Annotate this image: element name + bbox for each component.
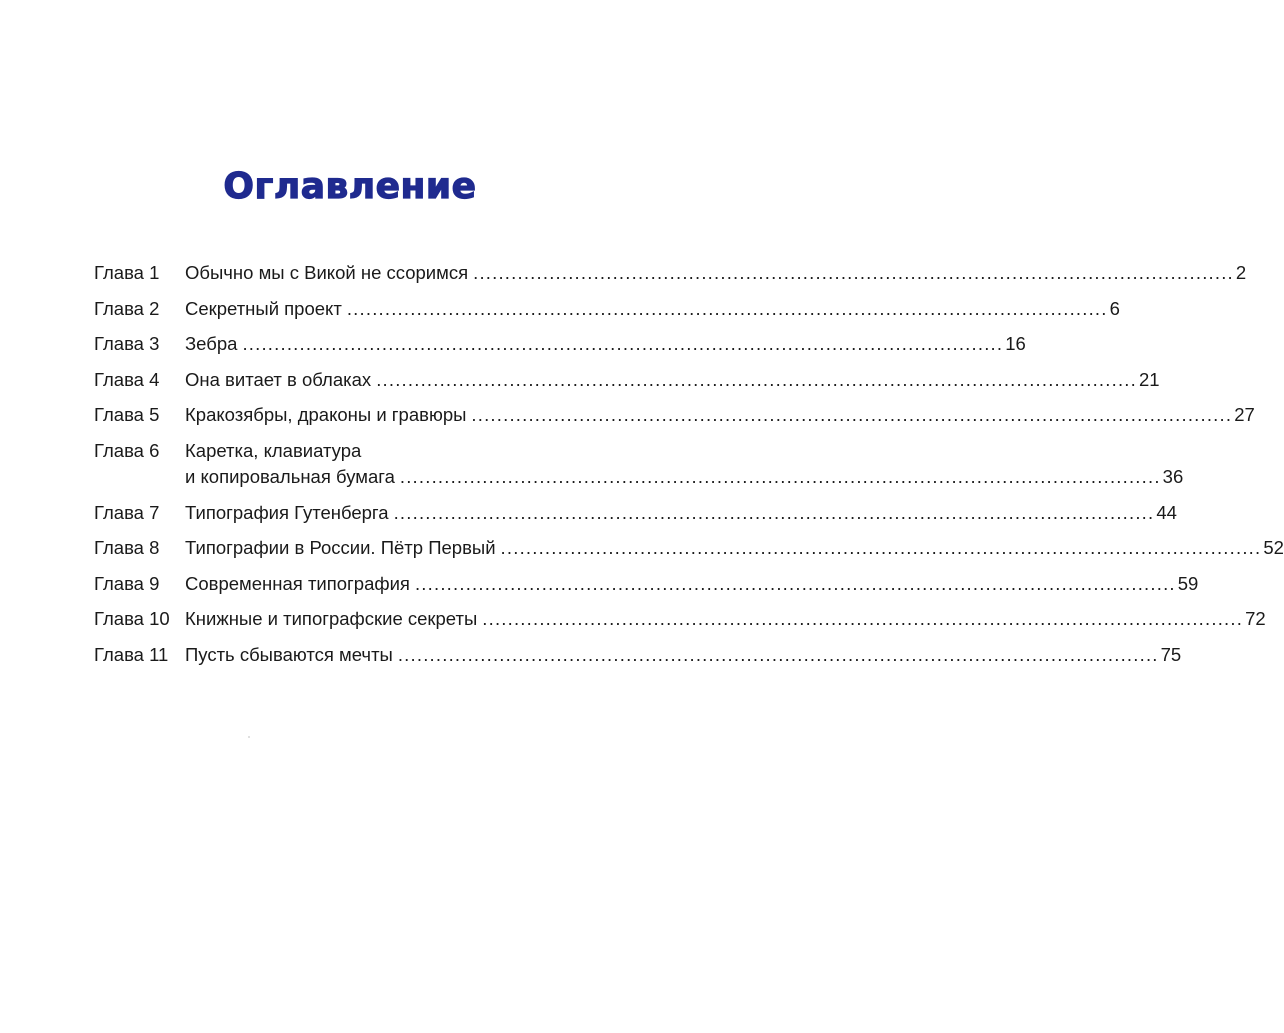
toc-chapter-label: Глава 7 bbox=[94, 501, 160, 523]
toc-page-number: 52 bbox=[1263, 537, 1284, 559]
paper-speck bbox=[248, 736, 250, 738]
dot-leader: ........................................................................................................................ bbox=[393, 501, 1155, 523]
toc-chapter-label: Глава 3 bbox=[94, 333, 160, 355]
toc-page-number: 72 bbox=[1245, 608, 1266, 630]
toc-entry-chapter-2[interactable] bbox=[94, 296, 1120, 322]
toc-page-number: 16 bbox=[1005, 333, 1026, 355]
dot-leader: ........................................................................................................................ bbox=[397, 643, 1159, 665]
toc-chapter-label: Глава 5 bbox=[94, 404, 160, 426]
toc-chapter-title: Типографии в России. Пётр Первый bbox=[185, 537, 496, 559]
toc-entry-chapter-1[interactable] bbox=[94, 260, 1247, 286]
toc-chapter-title: Пусть сбываются мечты bbox=[185, 643, 393, 665]
page-title: Оглавление bbox=[223, 166, 477, 207]
toc-entry-chapter-4[interactable] bbox=[94, 367, 1160, 393]
toc-chapter-label: Глава 10 bbox=[94, 608, 170, 630]
toc-page-number: 21 bbox=[1138, 368, 1160, 390]
toc-entry-chapter-7[interactable] bbox=[94, 500, 1177, 526]
toc-page-number: 75 bbox=[1160, 643, 1182, 665]
table-of-contents bbox=[94, 260, 1284, 678]
toc-chapter-title: и копировальная бумага bbox=[185, 465, 395, 487]
toc-entry-chapter-9[interactable] bbox=[94, 571, 1199, 597]
toc-chapter-title: Она витает в облаках bbox=[185, 368, 372, 390]
toc-entry-chapter-11[interactable] bbox=[94, 642, 1182, 668]
toc-chapter-title: Типография Гутенберга bbox=[185, 501, 389, 523]
toc-page-number: 36 bbox=[1162, 465, 1184, 487]
dot-leader: ........................................................................................................................ bbox=[376, 368, 1137, 390]
toc-chapter-label: Глава 1 bbox=[94, 262, 160, 283]
toc-page-number: 6 bbox=[1109, 297, 1120, 319]
toc-page-number: 59 bbox=[1177, 572, 1199, 594]
toc-chapter-title: Современная типография bbox=[185, 572, 410, 594]
dot-leader: ........................................................................................................................ bbox=[473, 262, 1234, 283]
dot-leader: ........................................................................................................................ bbox=[414, 572, 1176, 594]
toc-chapter-title: Книжные и типографские секреты bbox=[185, 608, 478, 630]
toc-chapter-label: Глава 6 bbox=[94, 439, 160, 461]
toc-chapter-label: Глава 8 bbox=[94, 537, 160, 559]
dot-leader: ........................................................................................................................ bbox=[242, 333, 1004, 355]
toc-chapter-label: Глава 9 bbox=[94, 572, 160, 594]
toc-chapter-label: Глава 2 bbox=[94, 297, 160, 319]
dot-leader: ........................................................................................................................ bbox=[471, 404, 1233, 426]
toc-entry-chapter-8[interactable] bbox=[94, 535, 1284, 561]
toc-chapter-label: Глава 11 bbox=[94, 643, 169, 665]
toc-page-number: 27 bbox=[1234, 404, 1255, 426]
toc-chapter-title: Секретный проект bbox=[185, 297, 342, 319]
toc-entry-chapter-3[interactable] bbox=[94, 331, 1026, 357]
dot-leader: ........................................................................................................................ bbox=[482, 608, 1244, 630]
toc-chapter-title: Обычно мы с Викой не ссоримся bbox=[185, 262, 469, 283]
toc-chapter-label: Глава 4 bbox=[94, 368, 160, 390]
toc-entry-chapter-6[interactable] bbox=[94, 438, 1184, 490]
dot-leader: ........................................................................................................................ bbox=[399, 465, 1161, 487]
toc-entry-chapter-5[interactable] bbox=[94, 402, 1255, 428]
toc-page-number: 2 bbox=[1235, 262, 1247, 283]
dot-leader: ........................................................................................................................ bbox=[346, 297, 1108, 319]
toc-page-number: 44 bbox=[1156, 501, 1177, 523]
toc-entry-chapter-10[interactable] bbox=[94, 606, 1266, 632]
toc-chapter-title: Кракозябры, драконы и гравюры bbox=[185, 404, 467, 426]
toc-chapter-title: Зебра bbox=[185, 333, 238, 355]
dot-leader: ........................................................................................................................ bbox=[500, 537, 1262, 559]
toc-chapter-title-line-1: Каретка, клавиатура bbox=[185, 439, 362, 461]
